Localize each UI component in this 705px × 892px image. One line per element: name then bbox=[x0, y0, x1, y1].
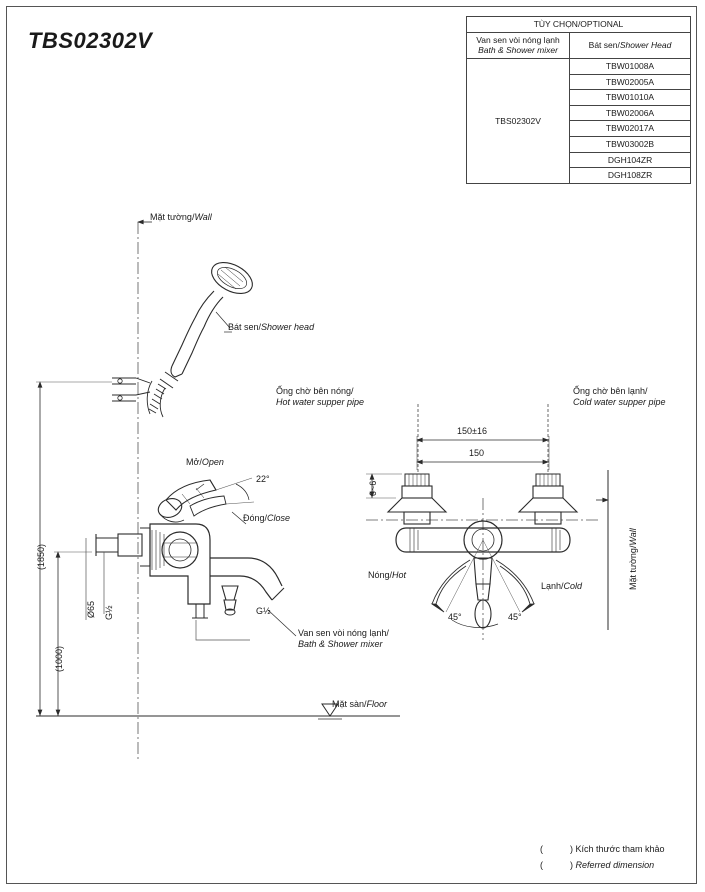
dim-thread-top: G½ bbox=[104, 605, 114, 620]
label-close-vn: Đóng/ bbox=[243, 513, 268, 523]
label-cold-en: Cold bbox=[563, 581, 583, 591]
label-wall-right bbox=[628, 528, 639, 590]
label-wall-left-en: Wall bbox=[194, 212, 212, 222]
label-open-en: Open bbox=[201, 457, 224, 467]
label-hot-pipe-vn: Ống chờ bên nóng/ bbox=[276, 386, 354, 396]
footnote-2-close: ) bbox=[570, 860, 574, 870]
shower-head-cell: TBW02005A bbox=[570, 74, 691, 90]
footnote-2-text: Referred dimension bbox=[575, 860, 655, 870]
label-wall-left bbox=[150, 212, 212, 223]
footnote-line-2 bbox=[540, 860, 654, 870]
label-mixer bbox=[298, 628, 389, 650]
label-floor bbox=[332, 699, 387, 710]
label-cold-vn: Lạnh/ bbox=[541, 581, 564, 591]
footnote-2-open: ( bbox=[540, 860, 543, 870]
label-cold-pipe-vn: Ống chờ bên lạnh/ bbox=[573, 386, 648, 396]
label-close bbox=[243, 513, 290, 524]
hose-bracket-graphic bbox=[112, 378, 150, 401]
footnote-1-open: ( bbox=[540, 844, 543, 854]
label-shower-head-vn: Bát sen/ bbox=[228, 322, 262, 332]
label-mixer-en: Bath & Shower mixer bbox=[298, 638, 383, 649]
page-title: TBS02302V bbox=[28, 28, 153, 53]
dim-height-1000: (1000) bbox=[54, 645, 64, 672]
dim-depth-range: 0~6 bbox=[368, 480, 378, 496]
column-header-mixer-en: Bath & Shower mixer bbox=[478, 45, 558, 56]
label-hot bbox=[368, 570, 406, 581]
shower-head-cell: TBW02017A bbox=[570, 121, 691, 137]
label-cold bbox=[541, 581, 582, 592]
label-cold-pipe-en: Cold water supper pipe bbox=[573, 396, 666, 407]
dim-height-1850: (1850) bbox=[36, 543, 46, 570]
shower-head-cell: TBW03002B bbox=[570, 137, 691, 153]
label-close-en: Close bbox=[267, 513, 291, 523]
column-header-mixer-vn: Van sen vòi nóng lạnh bbox=[476, 34, 560, 45]
cold-supply-graphic bbox=[519, 474, 577, 524]
shower-head-cell: DGH104ZR bbox=[570, 152, 691, 168]
mixer-model-cell: TBS02302V bbox=[467, 58, 570, 183]
shower-head-cell: TBW01010A bbox=[570, 90, 691, 106]
dim-dia-65: Ø65 bbox=[86, 600, 96, 618]
label-wall-right-vn: Mặt tường/ bbox=[628, 545, 638, 590]
dim-angle-22: 22° bbox=[256, 474, 270, 484]
label-cold-pipe bbox=[573, 386, 666, 408]
label-wall-left-vn: Mặt tường/ bbox=[150, 212, 195, 222]
footnote-1-text: Kích thước tham khảo bbox=[575, 844, 665, 854]
label-wall-right-en: Wall bbox=[628, 528, 638, 546]
label-shower-head bbox=[228, 322, 314, 333]
mixer-body-graphic bbox=[96, 480, 284, 618]
dim-spread-tol: 150±16 bbox=[457, 426, 487, 436]
dim-spread: 150 bbox=[469, 448, 485, 458]
label-open bbox=[186, 457, 224, 468]
footnote-line-1 bbox=[540, 844, 665, 854]
label-hot-en: Hot bbox=[392, 570, 407, 580]
label-open-vn: Mở/ bbox=[186, 457, 202, 467]
column-header-shower-vn: Bát sen/ bbox=[588, 39, 620, 50]
label-mixer-vn: Van sen vòi nóng lạnh/ bbox=[298, 628, 389, 638]
column-header-shower-en: Shower Head bbox=[619, 39, 672, 50]
shower-head-cell: TBW02006A bbox=[570, 105, 691, 121]
label-floor-vn: Mặt sàn/ bbox=[332, 699, 367, 709]
hot-supply-graphic bbox=[388, 474, 446, 524]
label-hot-vn: Nóng/ bbox=[368, 570, 393, 580]
shower-head-cell: DGH108ZR bbox=[570, 168, 691, 184]
label-floor-en: Floor bbox=[366, 699, 388, 709]
label-hot-pipe-en: Hot water supper pipe bbox=[276, 396, 365, 407]
shower-head-cell: TBW01008A bbox=[570, 58, 691, 74]
footnote-1-close: ) bbox=[570, 844, 574, 854]
label-hot-pipe bbox=[276, 386, 364, 408]
dim-thread-bottom: G½ bbox=[256, 606, 271, 616]
dim-angle-right: 45° bbox=[508, 612, 522, 622]
shower-head-graphic bbox=[147, 256, 257, 417]
optional-table-header: TÙY CHỌN/OPTIONAL bbox=[467, 17, 691, 33]
dim-angle-left: 45° bbox=[448, 612, 462, 622]
label-shower-head-en: Shower head bbox=[261, 322, 315, 332]
